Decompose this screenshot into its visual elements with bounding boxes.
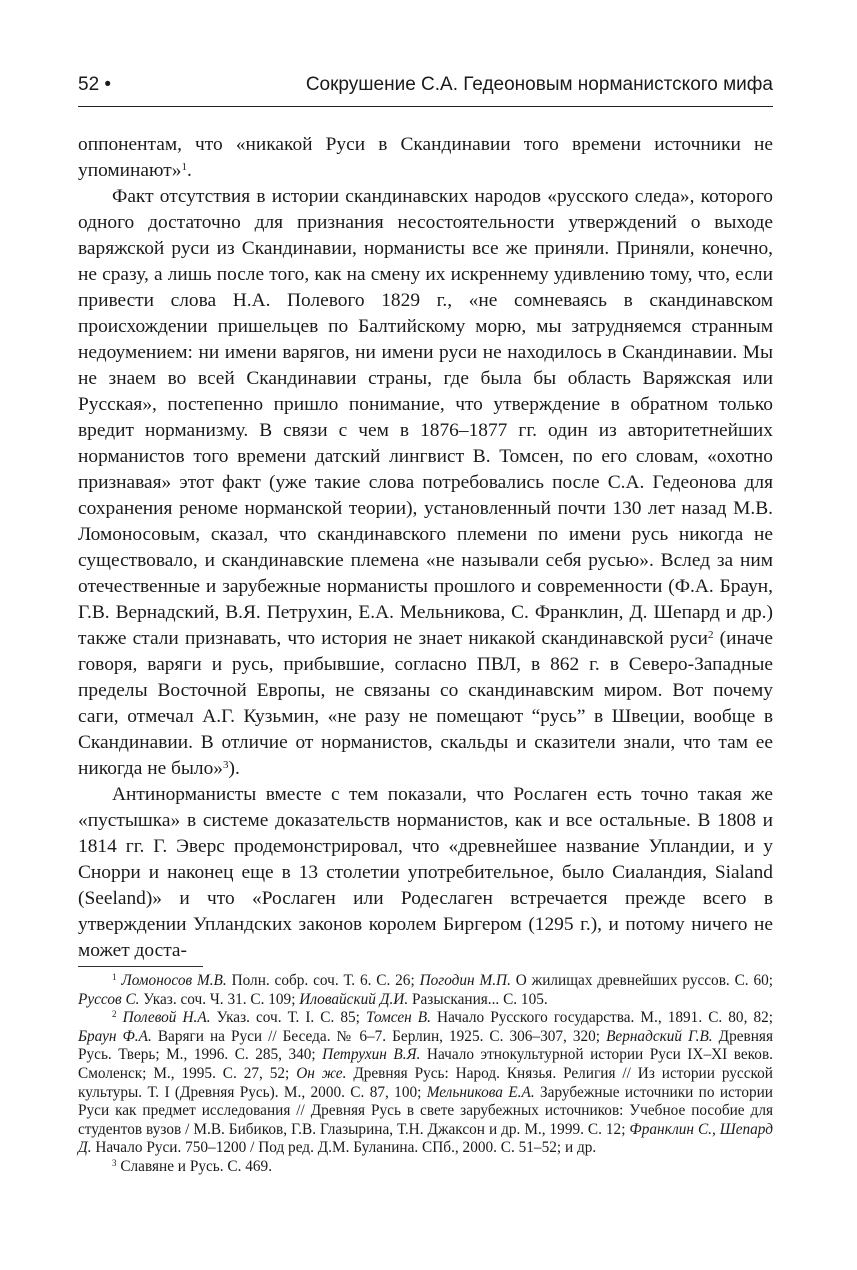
author-name: Мельникова Е.А. — [426, 1083, 535, 1101]
citation-text: Начало этнокультурной истории Руси IX–XI веков. Смоленск; М., 1995. С. 27, 52; — [78, 1046, 773, 1082]
citation-text: Древняя Русь. Тверь; М., 1996. С. 285, 340; — [78, 1027, 773, 1064]
footnote-number: 3 — [112, 1157, 117, 1168]
author-name: Он же. — [296, 1064, 347, 1082]
page-number: 52 • — [78, 74, 112, 95]
author-name: Руссов С. — [78, 990, 140, 1008]
citation-text: Зарубежные источники по истории Руси как предмет исследования // Древняя Русь в свете зарубежных источников: Учебное пособие для студентов вузов / М.В. Бибиков, Г.В. Глазырина, Т.Н. Джаксон и др. М., 1999. С. 12; — [78, 1083, 773, 1138]
footnote-ref[interactable]: 1 — [181, 161, 187, 173]
author-name: Вернадский Г.В. — [606, 1027, 713, 1045]
author-name: Погодин М.П. — [419, 972, 511, 989]
citation-text: Указ. соч. Ч. 31. С. 109; — [139, 990, 300, 1008]
author-name: Полевой Н.А. — [122, 1009, 211, 1027]
footnote-ref[interactable]: 3 — [222, 759, 229, 771]
header-rule — [78, 106, 773, 107]
citation-text: Начало Руси. 750–1200 / Под ред. Д.М. Буланина. СПб., 2000. С. 51–52; и др. — [91, 1139, 597, 1157]
footnote-rule — [78, 966, 203, 967]
main-text — [78, 132, 773, 964]
citation-text: О жилищах древнейших руссов. С. 60; — [510, 972, 774, 989]
paragraph-1: оппонентам, что «никакой Руси в Скандинавии того времени источники не упоминают»$^1$. — [78, 134, 773, 181]
author-name: Иловайский Д.И. — [299, 990, 409, 1008]
author-name: Петрухин В.Я. — [322, 1046, 421, 1064]
citation-text: Указ. соч. Т. I. С. 85; — [210, 1009, 366, 1027]
footnote-number: 2 — [112, 1009, 117, 1020]
citation-text: Варяги на Руси // Беседа. № 6–7. Берлин, 1925. С. 306–307, 320; — [151, 1027, 607, 1045]
author-name: Томсен В. — [365, 1009, 431, 1027]
footnotes — [78, 972, 773, 1177]
citation-text: Разыскания... С. 105. — [408, 990, 548, 1008]
citation-text: Полн. собр. соч. Т. 6. С. 26; — [226, 972, 420, 989]
paragraph-3: Антинорманисты вместе с тем показали, что Рослаген есть точно такая же «пустышка» в системе доказательств норманистов, как и все остальные. В 1808 и 1814 гг. Г. Эверс продемонстрировал, что «древнейшее название Упландии, и у Снорри и наконец еще в 13 столетии употребительное, было Сиаландия, Sialand (Seeland)» и что «Рослаген или Родеслаген встречается прежде всего в утверждении Упландских законов королем Биргером (1295 г.), и потому ничего не может доста- — [78, 784, 773, 961]
author-name: Франклин С., Шепард Д. — [78, 1120, 773, 1157]
citation-text: Древняя Русь: Народ. Князья. Религия // Из истории русской культуры. Т. I (Древняя Русь). М., 2000. С. 87, 100; — [78, 1064, 773, 1101]
paragraph-2: Факт отсутствия в истории скандинавских народов «русского следа», которого одного достаточно для признания несостоятельности утверждений о выходе варяжской руси из Скандинавии, норманисты все же приняли. Приняли, конечно, не сразу, а лишь после того, как на смену их искреннему удивлению тому, что, если привести слова Н.А. Полевого 1829 г., «не сомневаясь в скандинавском происхождении пришельцев по Балтийскому морю, мы затрудняемся странным недоумением: ни имени варягов, ни имени руси не находилось в Скандинавии. Мы не знаем во всей Скандинавии страны, где была бы область Варяжская или Русская», постепенно пришло понимание, что утверждение в обратном только вредит норманизму. В связи с чем в 1876–1877 гг. один из авторитетнейших норманистов того времени датский лингвист В. Томсен, по его словам, «охотно признавая» этот факт (уже такие слова потребовались после С.А. Гедеонова для сохранения реноме норманской теории), установленный почти 130 лет назад М.В. Ломоносовым, сказал, что скандинавского племени по имени русь никогда не существовало, и скандинавские племена «не называли себя русью». Вслед за ним отечественные и зарубежные норманисты прошлого и современности (Ф.А. Браун, Г.В. Вернадский, В.Я. Петрухин, Е.А. Мельникова, С. Франклин, Д. Шепард и др.) также стали признавать, что история не знает никакой скандинавской руси$^2$ (иначе говоря, варяги и русь, прибывшие, согласно ПВЛ, в 862 г. в Северо-Западные пределы Восточной Европы, не связаны со скандинавским миром. Вот почему саги, отмечал А.Г. Кузьмин, «не разу не помещают “русь” в Швеции, вообще в Скандинавии. В отличие от норманистов, скальды и сказители знали, что там ее никогда не было»$^3$). — [78, 186, 774, 779]
running-title: Сокрушение С.А. Гедеоновым норманистского мифа — [305, 74, 773, 95]
page-header — [78, 74, 773, 104]
footnote-ref[interactable]: 2 — [707, 629, 714, 641]
footnote-number: 1 — [112, 972, 117, 982]
author-name: Браун Ф.А. — [78, 1027, 152, 1045]
citation-text: Славяне и Русь. С. 469. — [120, 1157, 273, 1175]
footnote-2 — [78, 1009, 773, 1158]
author-name: Ломоносов М.В. — [121, 972, 227, 989]
footnote-3 — [78, 1158, 773, 1177]
footnote-1 — [78, 972, 773, 1009]
citation-text: Начало Русского государства. М., 1891. С. 80, 82; — [430, 1009, 774, 1027]
